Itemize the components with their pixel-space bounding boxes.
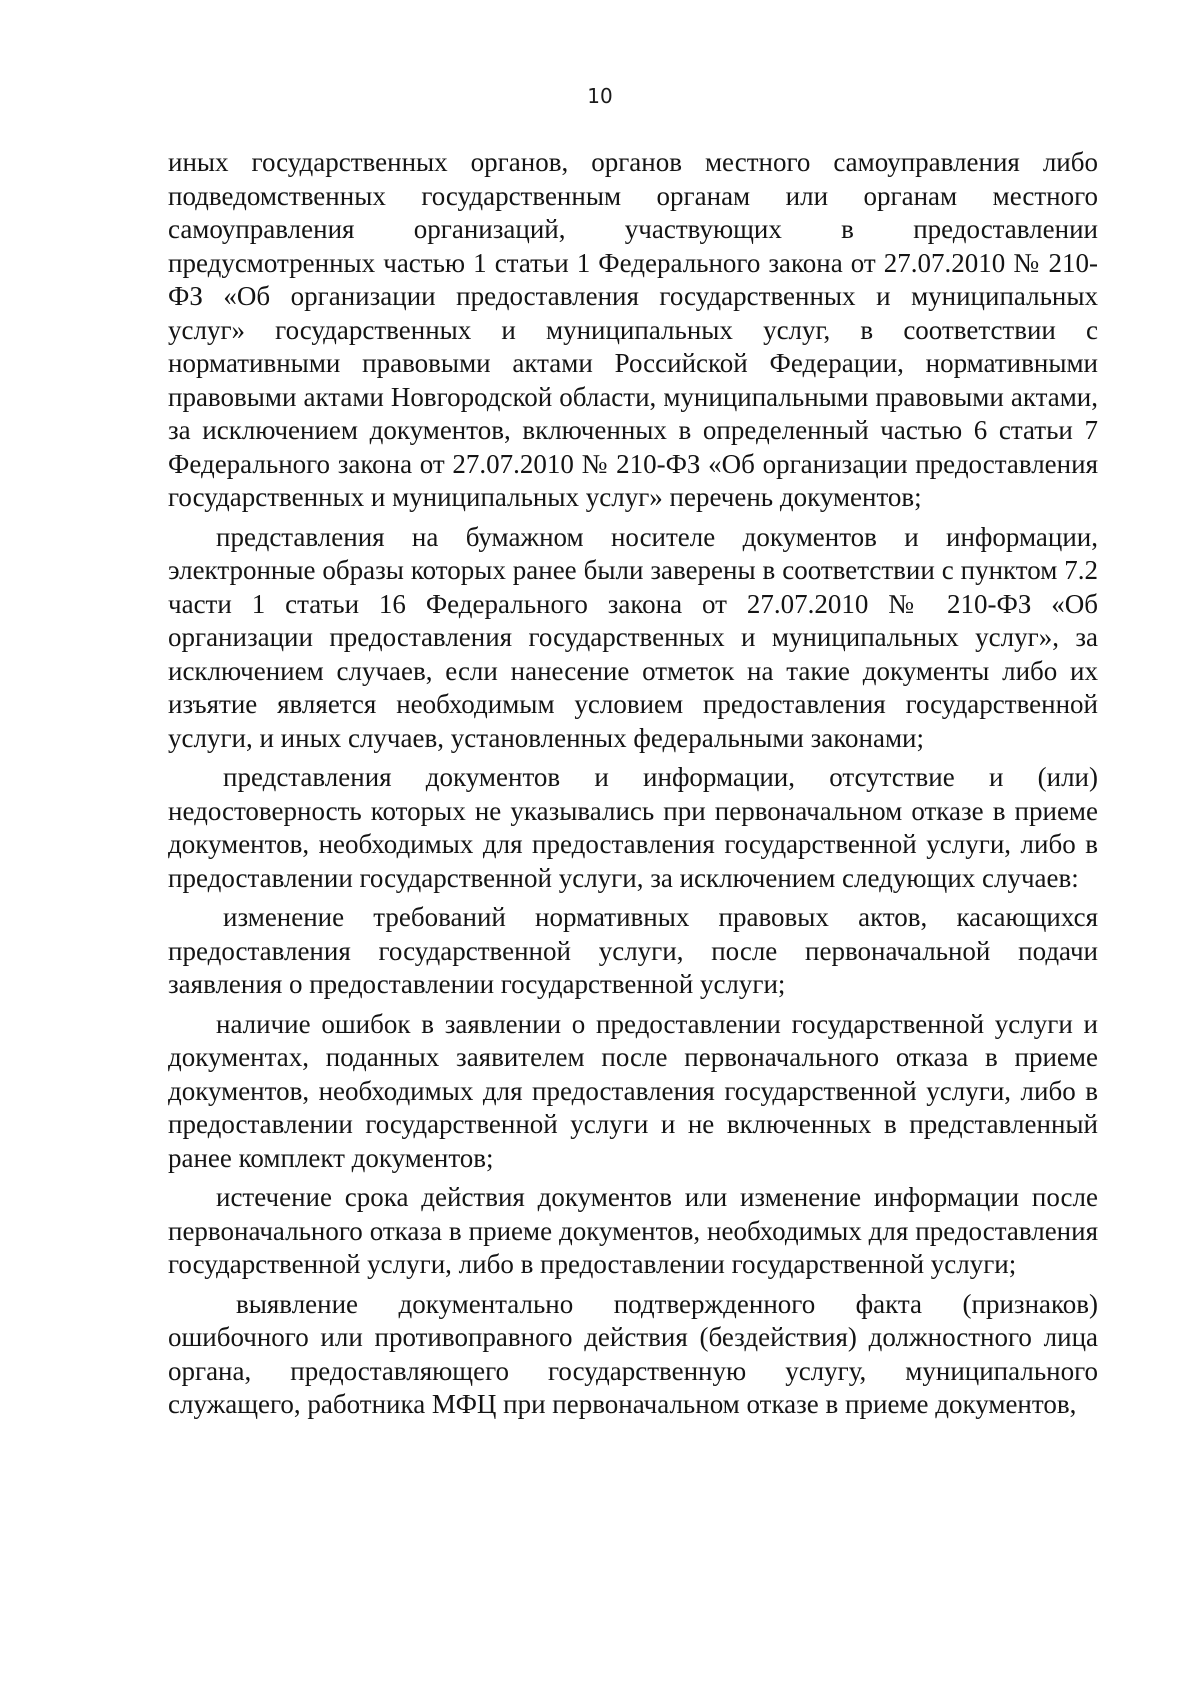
page-number: 10 [587,84,613,108]
paragraph-expiration: истечение срока действия документов или изменение информации после первоначального отказа в приеме документов, необходимых для предоставления государственной услуги, либо в предоставлении государственной услуги; [168,1182,1098,1279]
paragraph-paper-documents: представления на бумажном носителе документов и информации, электронные образы которых ранее были заверены в соответствии с пунктом 7.2 части 1 статьи 16 Федерального закона от 27.07.2010 № 210-ФЗ «Об организации предоставления государственных и муниципальных услуг», за исключением случаев, если нанесение отметок на такие документы либо их изъятие является необходимым условием предоставления государственной услуги, и иных случаев, установленных федеральными законами; [168,521,1098,753]
paragraph-missing-documents: представления документов и информации, отсутствие и (или) недостоверность которых не указывались при первоначальном отказе в приеме документов, необходимых для предоставления государственной услуги, либо в предоставлении государственной услуги, за исключением следующих случаев: [168,762,1098,893]
document-body [168,146,1098,1422]
paragraph-requirements-change: изменение требований нормативных правовых актов, касающихся предоставления государственной услуги, после первоначальной подачи заявления о предоставлении государственной услуги; [168,902,1098,999]
paragraph-errors-in-application: наличие ошибок в заявлении о предоставлении государственной услуги и документах, поданных заявителем после первоначального отказа в приеме документов, необходимых для предоставления государственной услуги, либо в предоставлении государственной услуги и не включенных в представленный ранее комплект документов; [168,1008,1098,1173]
paragraph-continuation: иных государственных органов, органов местного самоуправления либо подведомственных государственным органам или органам местного самоуправления организаций, участвующих в предоставлении предусмотренных частью 1 статьи 1 Федерального закона от 27.07.2010 № 210-ФЗ «Об организации предоставления государственных и муниципальных услуг» государственных и муниципальных услуг, в соответствии с нормативными правовыми актами Российской Федерации, нормативными правовыми актами Новгородской области, муниципальными правовыми актами, за исключением документов, включенных в определенный частью 6 статьи 7 Федерального закона от 27.07.2010 № 210-ФЗ «Об организации предоставления государственных и муниципальных услуг» перечень документов; [168,147,1098,512]
paragraph-erroneous-action: выявление документально подтвержденного факта (признаков) ошибочного или противоправного действия (бездействия) должностного лица органа, предоставляющего государственную услугу, муниципального служащего, работника МФЦ при первоначальном отказе в приеме документов, [168,1288,1098,1419]
